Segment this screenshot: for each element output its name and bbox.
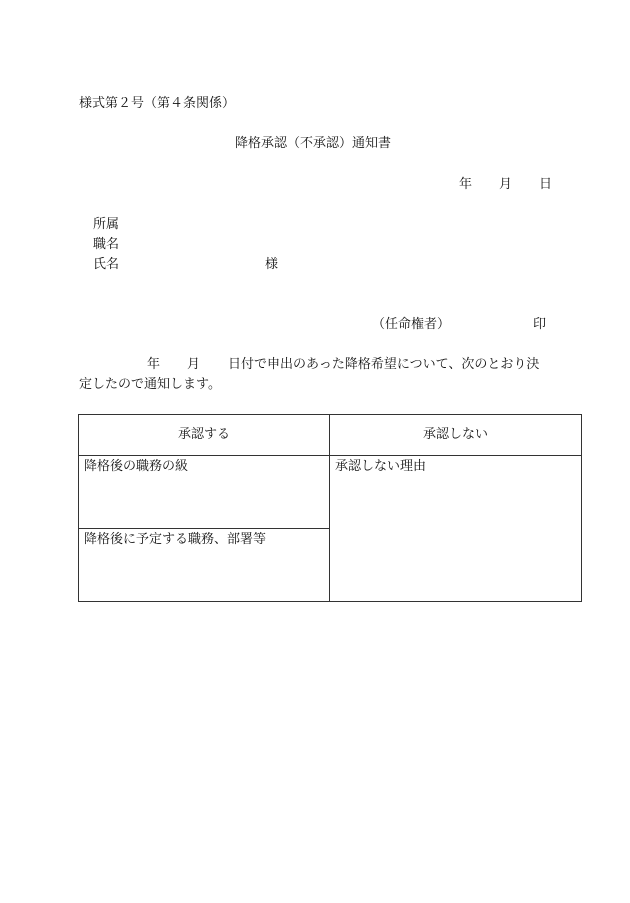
date-year-label: 年	[459, 177, 473, 192]
name-label: 氏名	[93, 257, 120, 272]
date-month-label: 月	[499, 177, 513, 192]
seal-mark: 印	[533, 317, 547, 332]
body-month-label: 月	[187, 357, 201, 372]
planned-post-cell	[79, 529, 330, 602]
grade-cell	[79, 456, 330, 529]
form-number: 様式第２号（第４条関係）	[79, 96, 236, 111]
reject-header-cell	[330, 415, 582, 456]
approve-header: 承認する	[177, 427, 230, 442]
honorific: 様	[265, 257, 279, 272]
approve-header-cell	[79, 415, 330, 456]
decision-table	[78, 414, 582, 602]
date-day-label: 日	[539, 177, 553, 192]
reject-header: 承認しない	[422, 427, 488, 442]
body-year-label: 年	[147, 357, 161, 372]
body-text-line1: 日付で申出のあった降格希望について、次のとおり決	[228, 357, 540, 372]
body-text-line2: 定したので通知します。	[79, 377, 221, 392]
grade-label: 降格後の職務の級	[84, 459, 189, 474]
document-title: 降格承認（不承認）通知書	[235, 136, 392, 151]
affiliation-label: 所属	[93, 217, 120, 232]
post-label: 職名	[93, 237, 120, 252]
reject-reason-cell	[330, 456, 582, 602]
planned-post-label: 降格後に予定する職務、部署等	[84, 532, 267, 547]
appointing-authority: （任命権者）	[372, 317, 451, 332]
reject-reason-label: 承認しない理由	[335, 459, 427, 474]
